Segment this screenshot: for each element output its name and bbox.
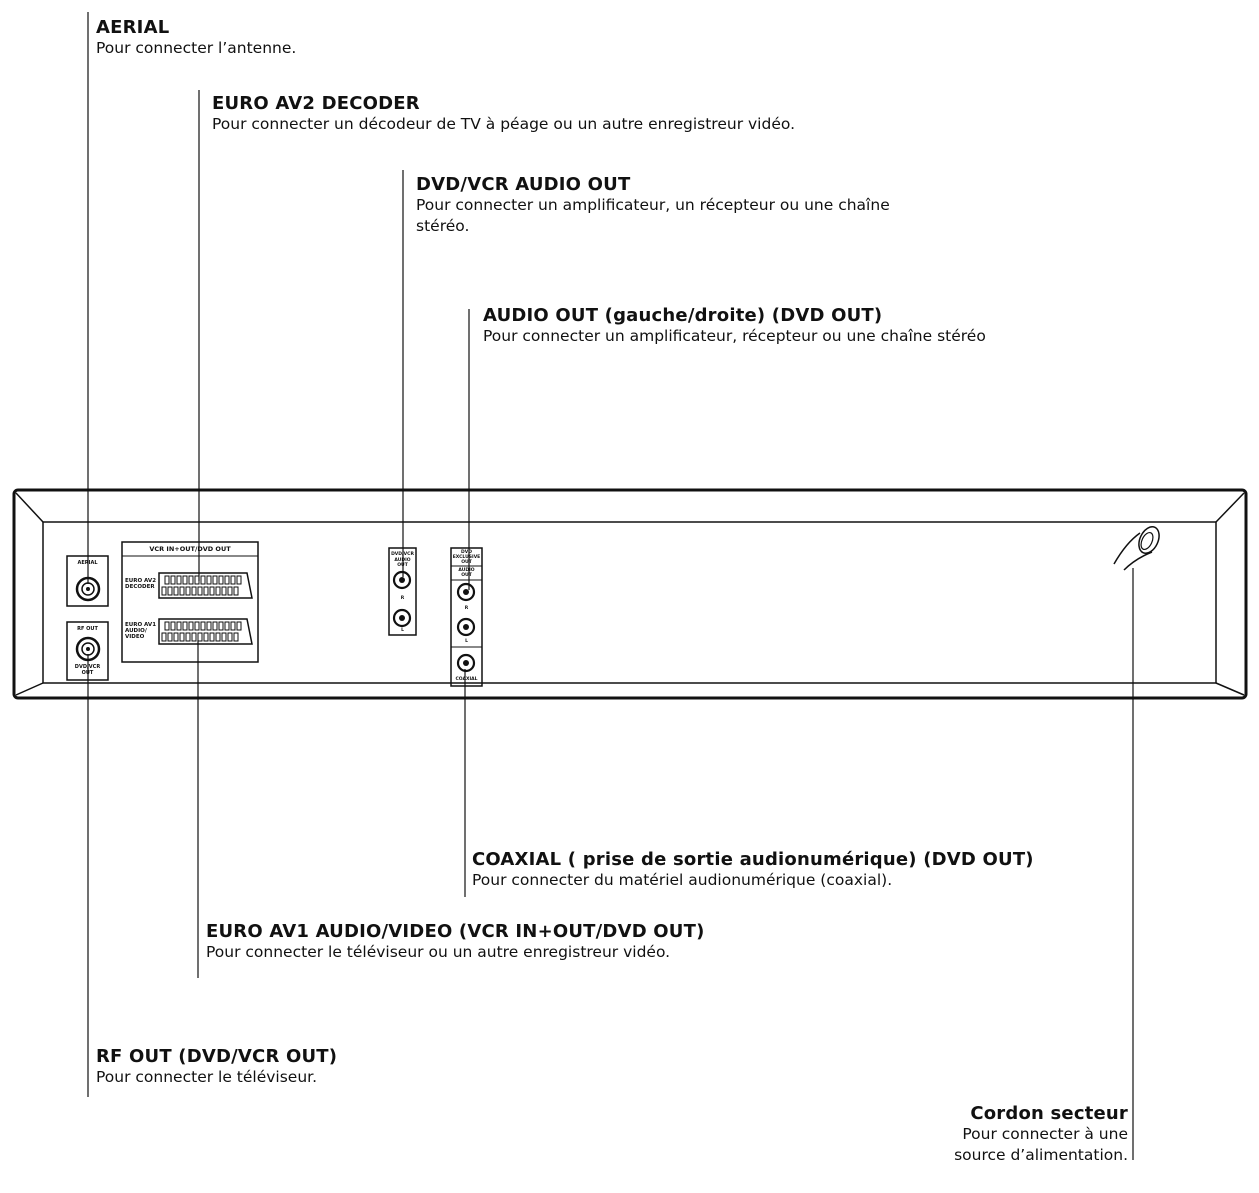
scart-pin bbox=[204, 587, 208, 595]
av1-label-1: EURO AV1 bbox=[125, 622, 157, 628]
scart-pin bbox=[222, 587, 226, 595]
callout-audio-out-title: AUDIO OUT (gauche/droite) (DVD OUT) bbox=[483, 305, 883, 326]
scart-pin bbox=[165, 622, 169, 630]
rf-out-jack-label: RF OUT bbox=[77, 626, 98, 632]
callout-dvdvcr-audio-out-title: DVD/VCR AUDIO OUT bbox=[416, 174, 631, 195]
callout-power-cord-desc: Pour connecter à une source d’alimentation. bbox=[954, 1125, 1128, 1164]
dvd-l-label: L bbox=[465, 639, 468, 644]
scart-pin bbox=[216, 587, 220, 595]
rf-out-sub2: OUT bbox=[81, 670, 94, 676]
scart-pin bbox=[198, 633, 202, 641]
scart-pin bbox=[183, 622, 187, 630]
callout-rf-out-desc: Pour connecter le téléviseur. bbox=[96, 1068, 318, 1086]
scart-pin bbox=[189, 576, 193, 584]
scart-block bbox=[122, 542, 258, 662]
callout-coaxial-title: COAXIAL ( prise de sortie audionumérique) (DVD OUT) bbox=[472, 849, 1034, 870]
callout-dvdvcr-audio-out-desc: Pour connecter un amplificateur, un récepteur ou une chaîne stéréo. bbox=[416, 196, 890, 235]
scart-pin bbox=[201, 622, 205, 630]
callout-euro-av1 bbox=[206, 921, 705, 963]
scart-pin bbox=[198, 587, 202, 595]
scart-pin bbox=[231, 622, 235, 630]
scart-pin bbox=[180, 633, 184, 641]
scart-pin bbox=[189, 622, 193, 630]
callout-aerial bbox=[96, 17, 296, 59]
scart-pin bbox=[213, 622, 217, 630]
callout-power-cord bbox=[916, 1103, 1128, 1166]
scart-pin bbox=[228, 587, 232, 595]
scart-pin bbox=[231, 576, 235, 584]
scart-pin bbox=[180, 587, 184, 595]
power-cord bbox=[1114, 524, 1163, 570]
scart-pin bbox=[165, 576, 169, 584]
callout-euro-av1-title: EURO AV1 AUDIO/VIDEO (VCR IN+OUT/DVD OUT) bbox=[206, 921, 705, 942]
scart-pin bbox=[237, 576, 241, 584]
dvd-label-3: OUT bbox=[461, 560, 472, 565]
scart-pin bbox=[168, 633, 172, 641]
dvdvcr-label-1: DVD/VCR bbox=[391, 552, 414, 557]
dvd-exclusive-label bbox=[451, 550, 482, 565]
scart-pin bbox=[228, 633, 232, 641]
scart-pin bbox=[210, 633, 214, 641]
av2-label-2: DECODER bbox=[125, 584, 155, 590]
aerial-jack-label: AERIAL bbox=[77, 560, 98, 566]
scart-pin bbox=[219, 622, 223, 630]
rf-out-jack-sublabel bbox=[67, 664, 108, 676]
scart-pin bbox=[177, 576, 181, 584]
scart-pin bbox=[222, 633, 226, 641]
scart-pin bbox=[174, 633, 178, 641]
callout-euro-av1-desc: Pour connecter le téléviseur ou un autre enregistreur vidéo. bbox=[206, 943, 671, 961]
scart-pin bbox=[192, 587, 196, 595]
scart-pin bbox=[168, 587, 172, 595]
scart-header: VCR IN+OUT/DVD OUT bbox=[149, 545, 231, 553]
scart-pin bbox=[219, 576, 223, 584]
scart-pin bbox=[186, 633, 190, 641]
scart-pin bbox=[162, 633, 166, 641]
scart-pin bbox=[192, 633, 196, 641]
audio-label-1: AUDIO bbox=[458, 568, 475, 573]
av1-panel-label bbox=[125, 622, 156, 640]
dvdvcr-r-label: R bbox=[400, 596, 405, 601]
dvd-label-1: DVD bbox=[461, 550, 472, 555]
callout-audio-out bbox=[483, 305, 1023, 347]
callout-coaxial-desc: Pour connecter du matériel audionumérique (coaxial). bbox=[472, 871, 893, 889]
scart-pin bbox=[195, 622, 199, 630]
scart-pin bbox=[183, 576, 187, 584]
scart-pin bbox=[210, 587, 214, 595]
scart-pin bbox=[213, 576, 217, 584]
scart-pin bbox=[201, 576, 205, 584]
callout-audio-out-desc: Pour connecter un amplificateur, récepteur ou une chaîne stéréo bbox=[483, 327, 986, 345]
scart-pin bbox=[177, 622, 181, 630]
coaxial-panel-label: COAXIAL bbox=[455, 677, 478, 682]
callout-coaxial bbox=[472, 849, 1034, 891]
scart-pin bbox=[237, 622, 241, 630]
callout-euro-av2-desc: Pour connecter un décodeur de TV à péage ou un autre enregistreur vidéo. bbox=[212, 115, 795, 133]
dvdvcr-label-2: AUDIO OUT bbox=[394, 557, 411, 568]
callout-rf-out bbox=[96, 1046, 337, 1088]
av1-label-2: AUDIO/ bbox=[125, 628, 147, 634]
av2-panel-label bbox=[125, 578, 156, 590]
callout-aerial-title: AERIAL bbox=[96, 17, 170, 38]
scart-pin bbox=[171, 622, 175, 630]
audio-label-2: OUT bbox=[461, 573, 472, 578]
callout-euro-av2 bbox=[212, 93, 795, 135]
scart-pin bbox=[225, 622, 229, 630]
scart-pin bbox=[207, 622, 211, 630]
scart-pin bbox=[204, 633, 208, 641]
scart-pin bbox=[174, 587, 178, 595]
scart-pin bbox=[186, 587, 190, 595]
callout-dvdvcr-audio-out bbox=[416, 174, 926, 237]
rf-out-sub1: DVD/VCR bbox=[74, 664, 101, 670]
av1-label-3: VIDEO bbox=[125, 634, 145, 640]
dvdvcr-l-label: L bbox=[401, 628, 404, 633]
av2-label-1: EURO AV2 bbox=[125, 578, 157, 584]
callout-rf-out-title: RF OUT (DVD/VCR OUT) bbox=[96, 1046, 338, 1067]
callout-euro-av2-title: EURO AV2 DECODER bbox=[212, 93, 420, 114]
scart-pin bbox=[162, 587, 166, 595]
callout-aerial-desc: Pour connecter l’antenne. bbox=[96, 39, 297, 57]
scart-pin bbox=[234, 587, 238, 595]
scart-pin bbox=[207, 576, 211, 584]
callout-power-cord-title: Cordon secteur bbox=[970, 1103, 1128, 1124]
scart-pin bbox=[225, 576, 229, 584]
audio-out-panel-label bbox=[451, 568, 482, 578]
scart-pin bbox=[171, 576, 175, 584]
scart-pin bbox=[234, 633, 238, 641]
scart-pin bbox=[216, 633, 220, 641]
dvdvcr-panel-label bbox=[389, 552, 416, 569]
dvd-r-label: R bbox=[464, 606, 469, 611]
dvd-label-2: EXCLUSIVE bbox=[452, 555, 481, 560]
